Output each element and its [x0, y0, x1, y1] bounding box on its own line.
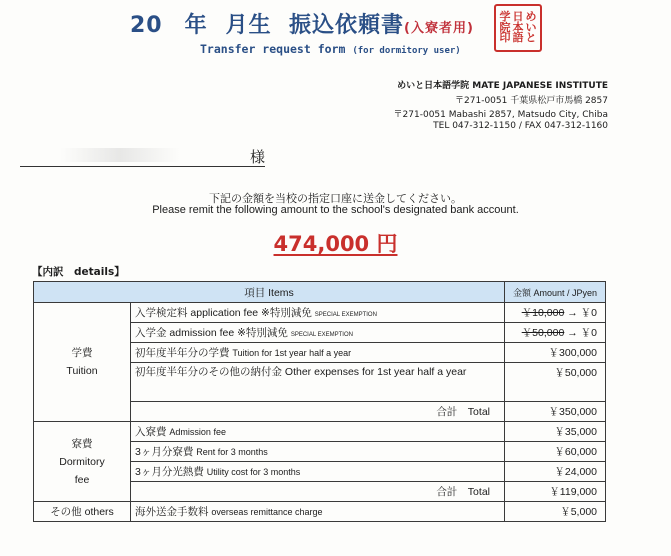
item-label-jp: 入寮費	[135, 426, 167, 438]
seal-char: 学	[499, 10, 511, 24]
fee-table	[33, 281, 606, 522]
subtitle-main: Transfer request form	[200, 42, 346, 56]
amount-dorm-rent: ￥60,000	[505, 442, 606, 462]
table-row	[34, 422, 606, 442]
school-address-en: 〒271-0051 Mabashi 2857, Matsudo City, Chiba	[393, 110, 608, 120]
table-row	[34, 502, 606, 522]
category-dormitory-en-2: fee	[74, 473, 90, 486]
item-label: 入学金 admission fee ※特別減免	[135, 327, 288, 339]
amount-other-expenses: ￥50,000	[505, 363, 606, 402]
arrow-icon: →	[567, 327, 578, 339]
category-dormitory-en-1: Dormitory	[59, 455, 105, 468]
seal-char: 語	[512, 31, 524, 45]
item-application-fee	[131, 303, 505, 323]
category-tuition-jp: 学費	[71, 347, 93, 359]
seal-column-1	[526, 12, 537, 44]
category-others: その他 others	[34, 502, 131, 522]
school-contact: TEL 047-312-1150 / FAX 047-312-1160	[433, 121, 608, 131]
item-label-en: Admission fee	[169, 427, 226, 437]
seal-column-2	[513, 12, 524, 44]
header-amount: 金額 Amount / JPyen	[505, 282, 606, 303]
amount-dorm-utility: ￥24,000	[505, 462, 606, 482]
seal-char: と	[525, 31, 537, 45]
item-dorm-rent	[131, 442, 505, 462]
title-year-char: 年	[184, 13, 208, 38]
details-label: 【内訳 details】	[32, 266, 125, 278]
recipient-honorific: 様	[250, 148, 266, 166]
seal-char: 本	[512, 20, 524, 34]
category-dormitory-jp: 寮費	[71, 437, 93, 450]
item-label-jp: 3ヶ月分光熱費	[135, 466, 204, 478]
item-label-jp: 3ヶ月分寮費	[135, 446, 194, 458]
instruction-en: Please remit the following amount to the school's designated bank account.	[152, 204, 519, 216]
recipient-underline	[20, 166, 265, 167]
item-label-en: Tuition for 1st year half a year	[232, 348, 352, 358]
item-label-jp: 初年度半年分のその他の納付金	[135, 366, 282, 378]
seal-char: 印	[499, 31, 511, 45]
school-seal	[494, 4, 542, 52]
dorm-total: ￥119,000	[505, 482, 606, 502]
item-remittance-charge	[131, 502, 505, 522]
item-label-en: overseas remittance charge	[211, 507, 323, 517]
arrow-icon: →	[567, 307, 578, 319]
school-name: めいと日本語学院 MATE JAPANESE INSTITUTE	[397, 81, 608, 91]
subtitle-note: (for dormitory user)	[352, 46, 461, 56]
amount-new: ￥0	[580, 327, 597, 339]
item-label-en: Other expenses for 1st year half a year	[284, 366, 467, 378]
amount-old: ￥50,000	[521, 327, 565, 339]
amount-application-fee	[505, 303, 606, 323]
amount-old: ￥10,000	[521, 307, 565, 319]
exemption-note: SPECIAL EXEMPTION	[290, 332, 353, 338]
amount-new: ￥0	[580, 307, 597, 319]
title-year: 20	[130, 13, 163, 38]
seal-char: め	[525, 10, 537, 24]
seal-char: い	[525, 20, 537, 34]
item-label-en: Rent for 3 months	[196, 447, 268, 457]
amount-remittance-charge: ￥5,000	[505, 502, 606, 522]
tuition-total-label: 合計 Total	[131, 402, 505, 422]
dorm-total-label: 合計 Total	[131, 482, 505, 502]
tuition-total: ￥350,000	[505, 402, 606, 422]
category-tuition-en: Tuition	[66, 365, 98, 377]
recipient-name-redacted	[60, 148, 180, 162]
seal-char: 院	[499, 20, 511, 34]
header-items: 項目 Items	[34, 282, 505, 303]
item-dorm-admission	[131, 422, 505, 442]
item-tuition-half-year	[131, 343, 505, 363]
exemption-note: SPECIAL EXEMPTION	[314, 312, 377, 318]
form-subtitle	[200, 42, 461, 56]
instruction-jp: 下記の金額を当校の指定口座に送金してください。	[209, 192, 462, 205]
school-address-jp: 〒271-0051 千葉県松戸市馬橋 2857	[455, 96, 608, 106]
item-label-jp: 初年度半年分の学費	[135, 347, 230, 359]
item-dorm-utility	[131, 462, 505, 482]
title-note: (入寮者用)	[404, 21, 474, 36]
category-tuition	[34, 303, 131, 422]
item-label-jp: 海外送金手数料	[135, 506, 209, 518]
title-month: 月生	[225, 13, 272, 38]
amount-tuition-half-year: ￥300,000	[505, 343, 606, 363]
item-other-expenses	[131, 363, 505, 402]
item-admission-fee	[131, 323, 505, 343]
seal-char: 日	[512, 10, 524, 24]
item-label-en: Utility cost for 3 months	[206, 467, 301, 477]
seal-column-3	[500, 12, 511, 44]
item-label: 入学検定料 application fee ※特別減免	[135, 307, 312, 319]
table-header-row	[34, 282, 606, 303]
table-row	[34, 303, 606, 323]
form-title	[130, 8, 474, 39]
category-dormitory	[34, 422, 131, 502]
total-amount: 474,000 円	[273, 232, 398, 256]
title-main: 振込依頼書	[288, 13, 404, 38]
amount-dorm-admission: ￥35,000	[505, 422, 606, 442]
amount-admission-fee	[505, 323, 606, 343]
